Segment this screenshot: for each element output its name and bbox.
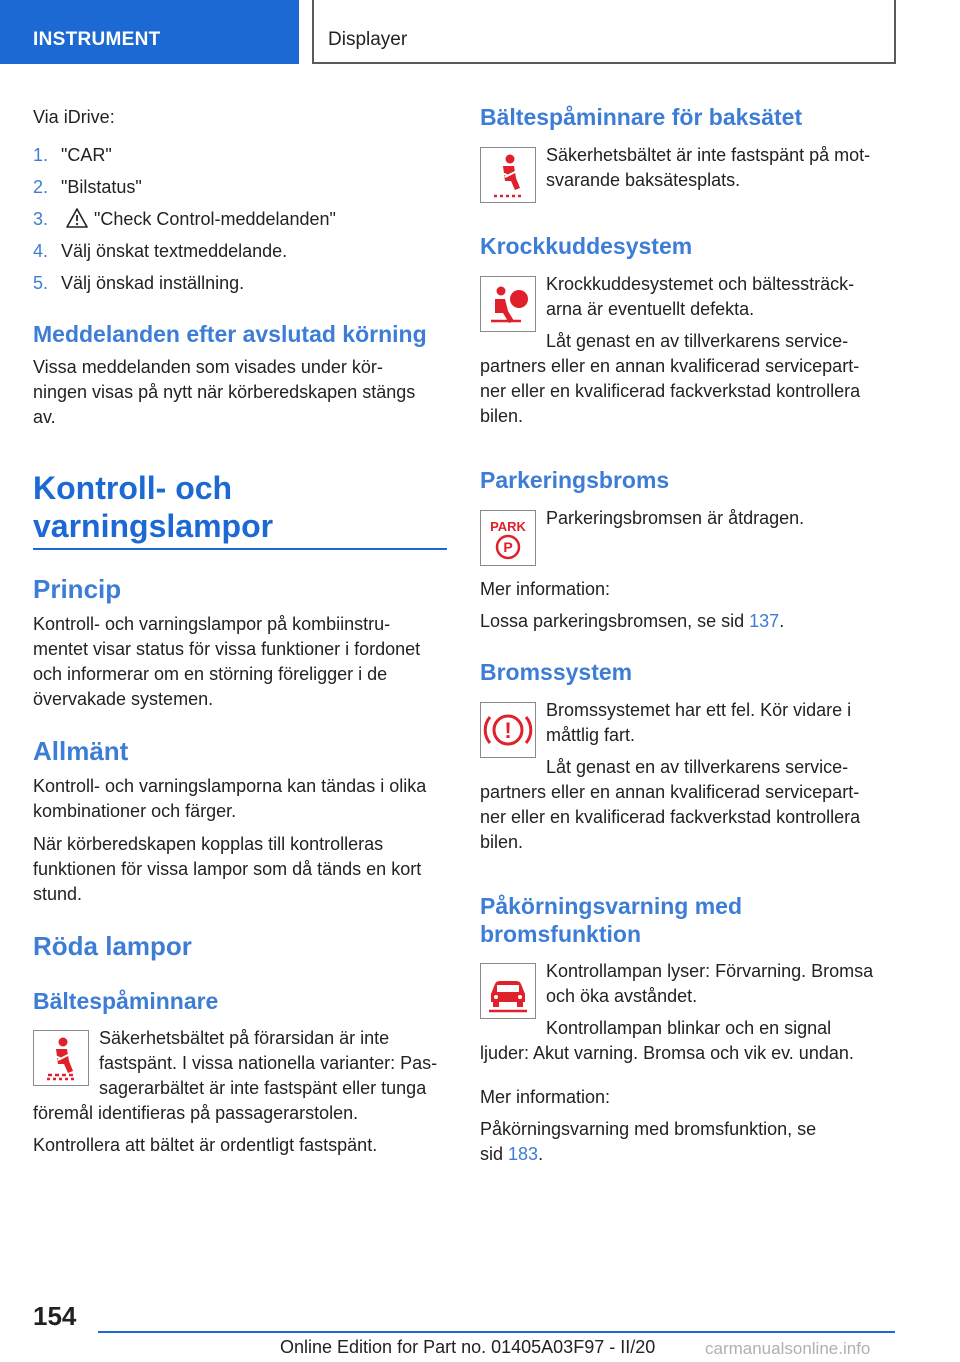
heading-krockkuddesystem: Krockkuddesystem (480, 233, 693, 259)
princip-text: övervakade systemen. (33, 689, 214, 709)
pak-reference: sid 183. (480, 1144, 544, 1164)
page-number: 154 (33, 1301, 77, 1331)
park-reference: Lossa parkeringsbromsen, se sid 137. (480, 611, 785, 631)
krock-text: partners eller en annan kvalificerad servicepart- (480, 356, 860, 376)
rear-seatbelt-warning-icon (480, 147, 536, 203)
pakorning-text: och öka avståndet. (546, 986, 698, 1006)
brake-system-warning-icon (480, 702, 536, 758)
broms-text: bilen. (480, 832, 524, 852)
allmant-text: kombinationer och färger. (33, 801, 237, 821)
warning-triangle-icon (66, 208, 88, 228)
step-item: 4. Välj önskat textmeddelande. (33, 241, 288, 261)
meddelanden-text: av. (33, 407, 56, 427)
pakorning-text: ljuder: Akut varning. Bromsa och vik ev. undan. (480, 1043, 854, 1063)
krock-text: ner eller en kvalificerad fackverkstad kontrollera (480, 381, 861, 401)
park-text: Parkeringsbromsen är åtdragen. (546, 508, 805, 528)
heading-pakorningsvarning: Påkörningsvarning med (480, 893, 743, 919)
baltes-text: sagerarbältet är inte fastspänt eller tunga (99, 1078, 427, 1098)
allmant-text: När körberedskapen kopplas till kontrolleras (33, 834, 384, 854)
broms-text: Bromssystemet har ett fel. Kör vidare i (546, 700, 852, 720)
broms-text: partners eller en annan kvalificerad servicepart- (480, 782, 860, 802)
krock-text: arna är eventuellt defekta. (546, 299, 755, 319)
broms-text: ner eller en kvalificerad fackverkstad kontrollera (480, 807, 861, 827)
chapter-title-rule (33, 548, 447, 550)
step-item: 3. "Check Control-meddelanden" (33, 209, 336, 229)
heading-roda-lampor: Röda lampor (33, 931, 192, 961)
collision-warning-icon (480, 963, 536, 1019)
header-chapter-label: Displayer (328, 29, 408, 50)
krock-text: bilen. (480, 406, 524, 426)
broms-text: Låt genast en av tillverkarens service- (546, 757, 849, 777)
princip-text: och informerar om en störning föreligger i de (33, 664, 388, 684)
baksatet-text: svarande baksätesplats. (546, 170, 741, 190)
pak-reference: Påkörningsvarning med bromsfunktion, se (480, 1119, 817, 1139)
heading-meddelanden: Meddelanden efter avslutad körning (33, 321, 427, 347)
step-item: 1. "CAR" (33, 145, 112, 165)
pakorning-text: Kontrollampan blinkar och en signal (546, 1018, 832, 1038)
meddelanden-text: Vissa meddelanden som visades under kör- (33, 357, 383, 377)
allmant-text: Kontroll- och varningslamporna kan tändas i olika (33, 776, 427, 796)
chapter-title: varningslampor (33, 508, 274, 544)
header-section-label: INSTRUMENT (33, 29, 161, 50)
step-item: 2. "Bilstatus" (33, 177, 142, 197)
footer-edition: Online Edition for Part no. 01405A03F97 - II/20 (280, 1337, 656, 1357)
step-item: 5. Välj önskad inställning. (33, 273, 245, 293)
svg-text:!: ! (504, 718, 512, 743)
svg-text:PARK: PARK (490, 519, 526, 534)
page-link-183[interactable]: 183 (508, 1144, 539, 1164)
broms-text: måttlig fart. (546, 725, 636, 745)
airbag-warning-icon (480, 276, 536, 332)
baltes-text: Kontrollera att bältet är ordentligt fastspänt. (33, 1135, 378, 1155)
allmant-text: funktionen för vissa lampor som då tänds en kort (33, 859, 422, 879)
princip-text: mentet visar status för vissa funktioner i fordonet (33, 639, 421, 659)
watermark: carmanualsonline.info (705, 1339, 871, 1358)
heading-parkeringsbroms: Parkeringsbroms (480, 467, 670, 493)
via-idrive-label: Via iDrive: (33, 107, 115, 127)
header-chapter-box (312, 0, 896, 64)
header-section-tab (0, 0, 299, 64)
page-link-137[interactable]: 137 (749, 611, 780, 631)
pakorning-text: Kontrollampan lyser: Förvarning. Bromsa (546, 961, 874, 981)
baksatet-text: Säkerhetsbältet är inte fastspänt på mot- (546, 145, 871, 165)
baltes-text: föremål identifieras på passagerarstolen. (33, 1103, 359, 1123)
allmant-text: stund. (33, 884, 83, 904)
footer-rule (98, 1331, 895, 1333)
baltes-text: Säkerhetsbältet på förarsidan är inte (99, 1028, 390, 1048)
meddelanden-text: ningen visas på nytt när körberedskapen stängs (33, 382, 416, 402)
seatbelt-warning-icon (33, 1030, 89, 1086)
parking-brake-icon (480, 510, 536, 566)
chapter-title: Kontroll- och (33, 470, 233, 506)
pak-more-info: Mer information: (480, 1087, 611, 1107)
krock-text: Låt genast en av tillverkarens service- (546, 331, 849, 351)
heading-baltespaminnare: Bältespåminnare (33, 988, 219, 1014)
heading-baltes-baksatet: Bältespåminnare för baksätet (480, 104, 803, 130)
princip-text: Kontroll- och varningslampor på kombiinstru- (33, 614, 391, 634)
heading-pakorningsvarning: bromsfunktion (480, 921, 641, 947)
krock-text: Krockkuddesystemet och bältessträck- (546, 274, 855, 294)
baltes-text: fastspänt. I vissa nationella varianter: Pas- (99, 1053, 438, 1073)
heading-princip: Princip (33, 574, 122, 604)
svg-text:P: P (503, 539, 513, 555)
park-more-info: Mer information: (480, 579, 611, 599)
heading-allmant: Allmänt (33, 736, 129, 766)
heading-bromssystem: Bromssystem (480, 659, 633, 685)
